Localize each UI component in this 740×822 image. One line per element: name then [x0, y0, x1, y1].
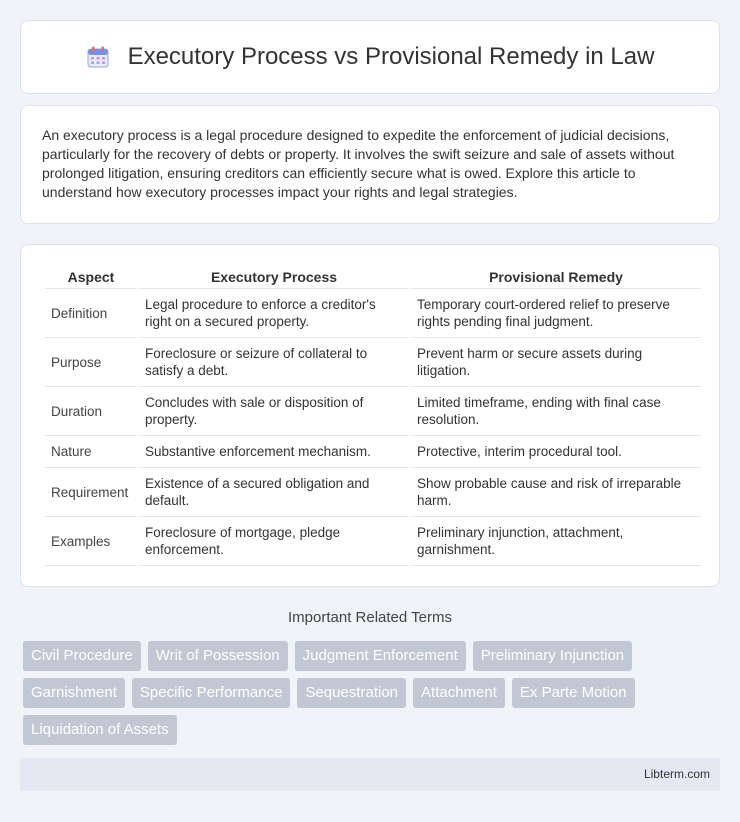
row-aspect: Nature: [45, 436, 137, 468]
tag-attachment[interactable]: Attachment: [413, 678, 505, 708]
row-executory: Foreclosure of mortgage, pledge enforcement.: [139, 517, 409, 566]
row-provisional: Temporary court-ordered relief to preserve rights pending final judgment.: [411, 289, 701, 338]
header-provisional-remedy: Provisional Remedy: [411, 265, 701, 289]
tag-liquidation-of-assets[interactable]: Liquidation of Assets: [23, 715, 177, 745]
row-executory: Legal procedure to enforce a creditor's right on a secured property.: [139, 289, 409, 338]
row-aspect: Requirement: [45, 468, 137, 517]
row-aspect: Duration: [45, 387, 137, 436]
tag-civil-procedure[interactable]: Civil Procedure: [23, 641, 141, 671]
row-provisional: Prevent harm or secure assets during litigation.: [411, 338, 701, 387]
related-terms-list: [23, 641, 703, 745]
footer-site-link[interactable]: Libterm.com: [643, 767, 710, 781]
row-aspect: Purpose: [45, 338, 137, 387]
header-aspect: Aspect: [45, 265, 137, 289]
calendar-icon: [86, 45, 110, 69]
table-row: [45, 468, 701, 517]
tag-writ-of-possession[interactable]: Writ of Possession: [148, 641, 288, 671]
page-title: Executory Process vs Provisional Remedy in Law: [127, 43, 655, 70]
tag-garnishment[interactable]: Garnishment: [23, 678, 125, 708]
table-row: [45, 436, 701, 468]
tag-sequestration[interactable]: Sequestration: [297, 678, 406, 708]
comparison-table-card: [20, 244, 720, 587]
table-row: [45, 517, 701, 566]
table-row: [45, 338, 701, 387]
intro-text: An executory process is a legal procedure designed to expedite the enforcement of judicial decisions, particularly for the recovery of debts or property. It involves the swift seizure and sale of assets without prolonged litigation, ensuring creditors can efficiently secure what is owed. Explore this article to understand how executory processes impact your rights and legal strategies.: [42, 127, 675, 200]
row-aspect: Definition: [45, 289, 137, 338]
row-executory: Concludes with sale or disposition of property.: [139, 387, 409, 436]
table-row: [45, 289, 701, 338]
tag-ex-parte-motion[interactable]: Ex Parte Motion: [512, 678, 635, 708]
table-header-row: [45, 265, 701, 289]
row-executory: Substantive enforcement mechanism.: [139, 436, 409, 468]
comparison-table: [43, 265, 703, 566]
table-row: [45, 387, 701, 436]
related-terms-title: Important Related Terms: [288, 609, 452, 626]
header-executory-process: Executory Process: [139, 265, 409, 289]
tag-judgment-enforcement[interactable]: Judgment Enforcement: [295, 641, 466, 671]
header-card: [20, 20, 720, 94]
row-executory: Foreclosure or seizure of collateral to satisfy a debt.: [139, 338, 409, 387]
footer: [20, 758, 720, 791]
row-provisional: Limited timeframe, ending with final case resolution.: [411, 387, 701, 436]
row-aspect: Examples: [45, 517, 137, 566]
row-executory: Existence of a secured obligation and default.: [139, 468, 409, 517]
row-provisional: Show probable cause and risk of irreparable harm.: [411, 468, 701, 517]
row-provisional: Protective, interim procedural tool.: [411, 436, 701, 468]
intro-card: [20, 105, 720, 224]
tag-preliminary-injunction[interactable]: Preliminary Injunction: [473, 641, 632, 671]
tag-specific-performance[interactable]: Specific Performance: [132, 678, 291, 708]
row-provisional: Preliminary injunction, attachment, garnishment.: [411, 517, 701, 566]
